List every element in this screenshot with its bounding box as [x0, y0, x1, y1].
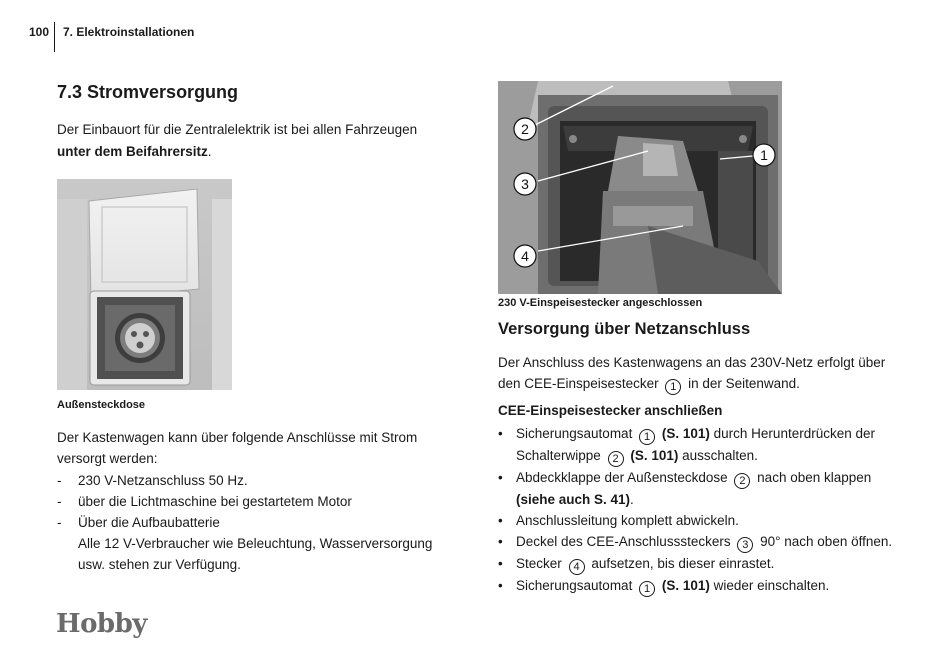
bullet-marker: • [498, 534, 503, 549]
ref-number: 3 [737, 537, 753, 553]
photo-caption: Außensteckdose [57, 399, 146, 411]
para-text: in der Seitenwand. [688, 376, 800, 391]
intro-paragraph [57, 119, 457, 163]
callout-1 [753, 144, 775, 166]
bullet-marker: • [498, 578, 503, 593]
list-item [498, 510, 908, 531]
ref-number: 4 [569, 559, 585, 575]
ref-number: 2 [608, 451, 624, 467]
bullet-marker: • [498, 513, 503, 528]
step-text: Stecker [516, 556, 562, 571]
page-ref: (S. 101) [630, 448, 679, 463]
callout-2 [514, 118, 536, 140]
step-text: nach oben klappen [757, 470, 872, 485]
header-divider [54, 22, 55, 52]
step-text: . [630, 492, 634, 507]
dash-marker: - [57, 515, 62, 530]
step-text: Deckel des CEE-Anschlusssteckers [516, 534, 731, 549]
page-ref: (S. 101) [661, 578, 710, 593]
steps-title: CEE-Einspeisestecker anschließen [498, 403, 723, 418]
photo-caption: 230 V-Einspeisestecker angeschlossen [498, 297, 703, 309]
step-text: Abdeckklappe der Außensteckdose [516, 470, 728, 485]
page-number: 100 [29, 25, 50, 39]
step-text: Sicherungsautomat [516, 426, 633, 441]
svg-text:3: 3 [521, 176, 529, 192]
page-ref: (S. 101) [661, 426, 710, 441]
list-item [498, 575, 908, 597]
bullet-marker: • [498, 470, 503, 485]
ref-number: 1 [665, 379, 681, 395]
svg-text:2: 2 [521, 121, 529, 137]
step-text: ausschalten. [682, 448, 758, 463]
ref-number: 1 [639, 429, 655, 445]
list-item [498, 553, 908, 575]
callout-3 [514, 173, 536, 195]
list-item [57, 470, 457, 491]
supply-list [57, 470, 457, 575]
external-socket-photo [57, 179, 232, 390]
steps-list [498, 423, 908, 597]
svg-text:4: 4 [521, 248, 529, 264]
list-item [498, 423, 908, 467]
intro-bold: unter dem Beifahrersitz [57, 144, 208, 159]
list-item-text: über die Lichtmaschine bei gestartetem Motor [78, 494, 352, 509]
step-text: 90° nach oben öffnen. [760, 534, 893, 549]
ref-number: 2 [734, 473, 750, 489]
chapter-title: 7. Elektroinstallationen [63, 25, 195, 39]
list-item [498, 531, 908, 553]
supply-note: Alle 12 V-Verbraucher wie Beleuchtung, Wasserversorgung usw. stehen zur Verfügung. [78, 536, 433, 572]
intro-end: . [207, 144, 212, 159]
step-text: aufsetzen, bis dieser einrastet. [591, 556, 775, 571]
list-item [498, 467, 908, 510]
ref-number: 1 [639, 581, 655, 597]
mains-paragraph [498, 352, 908, 395]
para-text: Der Anschluss des Kastenwagens an das 230V-Netz erfolgt über den CEE-Einspeisestecker [498, 355, 886, 391]
bullet-marker: • [498, 426, 503, 441]
supply-intro: Der Kastenwagen kann über folgende Anschlüsse mit Strom versorgt werden: [57, 430, 418, 466]
callout-4 [514, 245, 536, 267]
bullet-marker: • [498, 556, 503, 571]
page-ref: (siehe auch S. 41) [516, 492, 631, 507]
subsection-title: Versorgung über Netzanschluss [498, 320, 751, 338]
dash-marker: - [57, 494, 62, 509]
dash-marker: - [57, 473, 62, 488]
connected-plug-photo [498, 81, 782, 294]
list-item-text: 230 V-Netzanschluss 50 Hz. [78, 473, 248, 488]
list-item-text: Über die Aufbaubatterie [78, 515, 220, 530]
svg-text:1: 1 [760, 147, 768, 163]
step-text: Sicherungsautomat [516, 578, 633, 593]
step-text: durch Herunterdrücken der Schalterwippe [516, 426, 875, 463]
step-text: wieder einschalten. [713, 578, 830, 593]
list-item [57, 491, 457, 512]
intro-text: Der Einbauort für die Zentralelektrik ist bei allen Fahrzeugen [57, 122, 418, 137]
step-text: Anschlussleitung komplett abwickeln. [516, 513, 739, 528]
list-item [57, 512, 457, 533]
section-title: 7.3 Stromversorgung [57, 82, 239, 102]
hobby-logo: Hobby [56, 609, 147, 639]
